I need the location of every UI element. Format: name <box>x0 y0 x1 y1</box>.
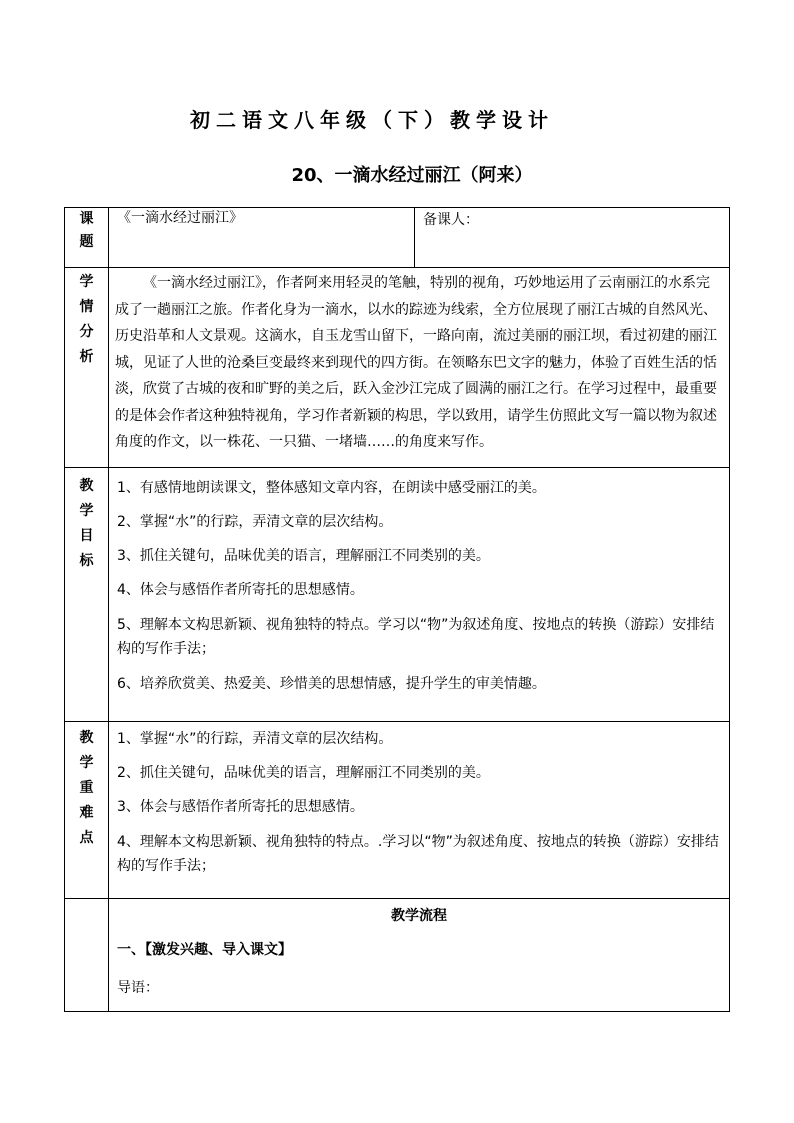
flow-cell <box>109 899 730 1012</box>
lesson-plan-table <box>64 207 730 1012</box>
flow-row <box>65 899 730 1012</box>
keypoints-cell <box>109 722 730 899</box>
analysis-row <box>65 268 730 468</box>
preparer-label: 备课人： <box>423 212 479 228</box>
page-title: 初二语文八年级（下）教学设计 <box>190 108 554 132</box>
goals-label: 教 学 目 标 <box>65 468 109 722</box>
topic-label: 课 题 <box>65 208 109 268</box>
keypoint-item: 1、掌握“水”的行踪，弄清文章的层次结构。 <box>117 731 393 747</box>
analysis-label: 学 情 分 析 <box>65 268 109 468</box>
goal-item: 5、理解本文构思新颖、视角独特的特点。学习以“物”为叙述角度、按地点的转换（游踪）安排结构的写作手法； <box>117 617 715 657</box>
keypoint-item: 2、抓住关键句，品味优美的语言，理解丽江不同类别的美。 <box>117 765 490 781</box>
goal-item: 1、有感情地朗读课文，整体感知文章内容，在朗读中感受丽江的美。 <box>117 480 546 496</box>
goal-item: 2、掌握“水”的行踪，弄清文章的层次结构。 <box>117 514 393 530</box>
flow-label-cell <box>65 899 109 1012</box>
goal-item: 4、体会与感悟作者所寄托的思想感情。 <box>117 582 364 598</box>
lesson-subtitle: 20、一滴水经过丽江（阿来） <box>291 165 533 186</box>
keypoints-row <box>65 722 730 899</box>
goals-cell <box>109 468 730 722</box>
keypoint-item: 4、理解本文构思新颖、视角独特的特点。.学习以“物”为叙述角度、按地点的转换（游踪）安排结构的写作手法； <box>117 834 719 874</box>
keypoints-label: 教 学 重 难 点 <box>65 722 109 899</box>
keypoint-item: 3、体会与感悟作者所寄托的思想感情。 <box>117 799 364 815</box>
topic-value-cell <box>109 208 415 268</box>
topic-value: 《一滴水经过丽江》 <box>117 210 243 226</box>
goal-item: 6、培养欣赏美、热爱美、珍惜美的思想情感，提升学生的审美情趣。 <box>117 676 546 692</box>
flow-intro-label: 导语： <box>117 980 159 996</box>
goals-row <box>65 468 730 722</box>
flow-title: 教学流程 <box>391 908 447 924</box>
preparer-cell <box>415 208 730 268</box>
goal-item: 3、抓住关键句，品味优美的语言，理解丽江不同类别的美。 <box>117 548 490 564</box>
analysis-cell <box>109 268 730 468</box>
analysis-text: 《一滴水经过丽江》，作者阿来用轻灵的笔触，特别的视角，巧妙地运用了云南丽江的水系完成了一趟丽江之旅。作者化身为一滴水，以水的踪迹为线索，全方位展现了丽江古城的自然风光、历史沿革和人文景观。这滴水，自玉龙雪山留下，一路向南，流过美丽的丽江坝，看过初建的丽江城，见证了人世的沧桑巨变最终来到现代的四方街。在领略东巴文字的魅力，体验了百姓生活的恬淡，欣赏了古城的夜和旷野的美之后，跃入金沙江完成了圆满的丽江之行。在学习过程中，最重要的是体会作者这种独特视角，学习作者新颖的构思，学以致用，请学生仿照此文写一篇以物为叙述角度的作文，以一株花、一只猫、一堵墙……的角度来写作。 <box>115 275 717 450</box>
topic-row <box>65 208 730 268</box>
flow-section-heading: 一、【激发兴趣、导入课文】 <box>117 942 292 958</box>
